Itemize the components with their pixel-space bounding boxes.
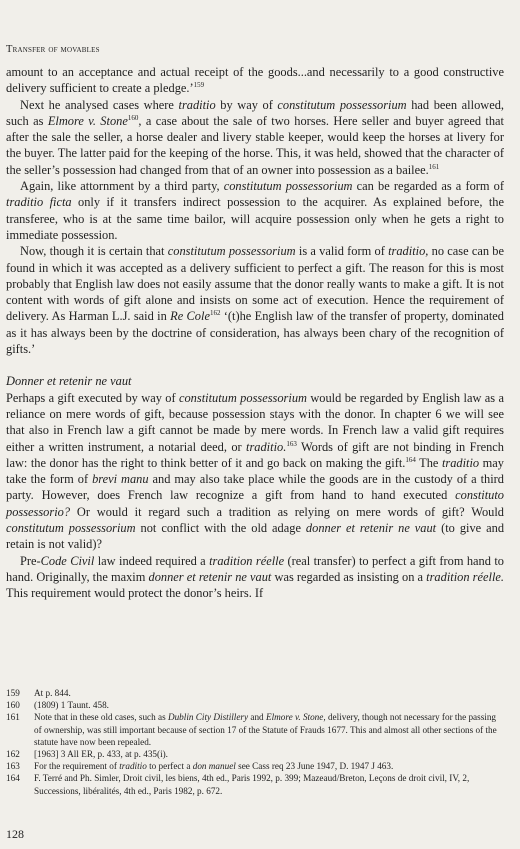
italic-text: constitutum possessorium xyxy=(223,179,353,194)
text-run: The xyxy=(415,455,442,470)
italic-text: donner et retenir ne vaut xyxy=(148,569,272,584)
paragraph xyxy=(6,243,504,357)
footnote-text xyxy=(34,687,504,699)
footnote-ref: 163 xyxy=(286,439,297,448)
footnote-ref: 164 xyxy=(405,455,416,464)
text-run: would be regarded by English law as a reliance on mere words of gift, because possession stays with the donor. In chapter 6 we will see that also in French law a gift cannot be made by mere words. In French law a valid gift requires either a written instrument, a notarial deed, or xyxy=(6,390,504,454)
text-run: (real transfer) to perfect a gift from hand to hand. Originally, the maxim xyxy=(6,553,505,584)
text-run: and may also take place while the goods are in the custody of a third party. However, does French law recognize a gift from hand to hand executed xyxy=(6,472,505,503)
footnote-number: 161 xyxy=(6,712,20,723)
italic-text: constitutum possessorium xyxy=(277,97,407,112)
paragraph xyxy=(6,97,504,178)
text-run: [1963] 3 All ER, p. 433, at p. 435(i). xyxy=(34,749,168,760)
text-run: Words of gift are not binding in French law: the donor has the right to think better of it and go back on making the gift. xyxy=(6,439,504,470)
text-run: (to give and retain is not valid)? xyxy=(6,521,505,552)
text-run: no case can be found in which it was accepted as a delivery sufficient to perfect a gift. The reason for this is most probably that English law does not easily assume that the donor really wants to make a gift. It is not content with words of gift alone and insists on some act of execution. Hence the requirement of delivery. As Harman L.J. said in xyxy=(6,244,504,324)
text-run: Perhaps a gift executed by way of xyxy=(6,390,179,405)
text-run: to perfect a xyxy=(146,761,193,772)
italic-text: traditio, xyxy=(388,244,429,259)
text-run: , a case about the sale of two horses. Here seller and buyer agreed that after the sale the seller, a horse dealer and livery stable keeper, would keep the horses at livery for the buyer. The latter paid for the keeping of the horse. This, it was held, showed that the character of the seller’s possession had changed from that of an owner into possession as a bailee. xyxy=(6,113,504,177)
footnote-number: 162 xyxy=(6,749,20,760)
footnote xyxy=(6,711,504,748)
footnote xyxy=(6,772,504,796)
italic-text: traditio xyxy=(441,455,480,470)
text-run: This requirement would protect the donor’s heirs. If xyxy=(6,586,264,601)
italic-text: Elmore v. Stone, xyxy=(265,712,326,723)
text-run: may take the form of xyxy=(6,455,504,487)
text-run: For the requirement of xyxy=(34,761,120,772)
text-run: Or would it regard such a tradition as relying on mere words of gift? Would xyxy=(70,504,504,519)
text-run: and xyxy=(248,712,266,723)
footnote-text xyxy=(34,772,504,796)
italic-text: Dublin City Distillery xyxy=(167,712,249,723)
footnote-number: 160 xyxy=(6,700,20,711)
paragraph xyxy=(6,390,504,553)
footnote-text xyxy=(34,711,504,748)
footnote-ref: 161 xyxy=(428,162,440,171)
italic-text: Re Cole xyxy=(170,309,210,324)
text-run: law indeed required a xyxy=(94,553,210,568)
text-run: Again, like attornment by a third party, xyxy=(20,179,224,194)
footnote-ref: 162 xyxy=(209,309,221,318)
text-run: (1809) 1 Taunt. 458. xyxy=(34,700,109,711)
text-run: see Cass req 23 June 1947, D. 1947 J 463. xyxy=(235,761,394,772)
text-run: is a valid form of xyxy=(295,244,389,259)
footnote-ref: 160 xyxy=(127,113,139,122)
paragraph xyxy=(6,64,504,97)
italic-text: constitutum possessorium xyxy=(178,390,307,405)
text-run: delivery, though not necessary for the passing of ownership, was still important because of section 17 of the Statute of Frauds 1677. This and almost all other sections of the statute have now been repealed. xyxy=(34,712,497,747)
page-number: 128 xyxy=(6,827,24,841)
italic-text: traditio. xyxy=(246,439,287,454)
footnote-text xyxy=(34,760,504,772)
italic-text: traditio ficta xyxy=(6,195,72,210)
text-run: At p. 844. xyxy=(34,688,71,698)
italic-text: constituto possessorio? xyxy=(6,488,504,519)
text-run: had been allowed, such as xyxy=(6,97,505,128)
footnote xyxy=(6,748,504,760)
text-run: amount to an acceptance and actual receipt of the goods...and necessarily to a good constructive delivery sufficient to create a pledge.’ xyxy=(6,65,504,96)
running-head: Transfer of movables xyxy=(6,44,100,55)
italic-text: tradition réelle xyxy=(209,553,285,568)
italic-text: traditio xyxy=(178,97,216,112)
text-run: F. Terré and Ph. Simler, Droit civil, les biens, 4th ed., Paris 1992, p. 399; Mazeaud/Breton, Leçons de droit civil, IV, 2, Successions, libéralités, 4th ed., Paris 1982, p. 672. xyxy=(34,773,470,796)
footnote-number: 163 xyxy=(6,761,20,772)
text-run: ‘(t)he English law of the transfer of property, dominated as it has always been by the doctrine of consideration, has always been chary of the recognition of gifts.’ xyxy=(6,309,504,357)
footnote xyxy=(6,760,504,772)
footnote-number: 164 xyxy=(6,773,20,784)
italic-text: donner et retenir ne vaut xyxy=(305,521,437,536)
footnote-number: 159 xyxy=(6,688,20,698)
text-run: only if it transfers indirect possession to the acquirer. As explained before, the transferee, who is at the same time bailor, will acquire possession only when he gets a right to immediate possession. xyxy=(6,195,504,242)
italic-text: tradition réelle. xyxy=(426,569,504,584)
body-text xyxy=(6,64,504,602)
italic-text: brevi manu xyxy=(92,472,149,487)
footnotes xyxy=(6,687,504,797)
paragraph xyxy=(6,178,504,243)
footnote-text xyxy=(34,748,504,760)
text-run: Note that in these old cases, such as xyxy=(34,712,168,723)
footnote-ref: 159 xyxy=(193,81,205,90)
text-run: not conflict with the old adage xyxy=(135,521,306,536)
text-run: can be regarded as a form of xyxy=(352,179,505,194)
text-run: by way of xyxy=(215,97,278,112)
footnote xyxy=(6,699,504,711)
text-run: Now, though it is certain that xyxy=(20,244,168,259)
footnote-text xyxy=(34,699,504,711)
footnote xyxy=(6,687,504,699)
text-run: Next he analysed cases where xyxy=(20,97,179,112)
paragraph xyxy=(6,553,504,602)
text-run: Pre- xyxy=(20,553,41,568)
italic-text: Elmore v. Stone xyxy=(47,113,128,128)
italic-text: Code Civil xyxy=(40,553,95,568)
section-heading: Donner et retenir ne vaut xyxy=(6,374,132,389)
italic-text: don manuel xyxy=(192,761,236,772)
text-run: was regarded as insisting on a xyxy=(271,569,427,584)
italic-text: constitutum possessorium xyxy=(167,244,296,259)
italic-text: constitutum possessorium xyxy=(6,521,136,536)
italic-text: traditio xyxy=(119,761,147,772)
